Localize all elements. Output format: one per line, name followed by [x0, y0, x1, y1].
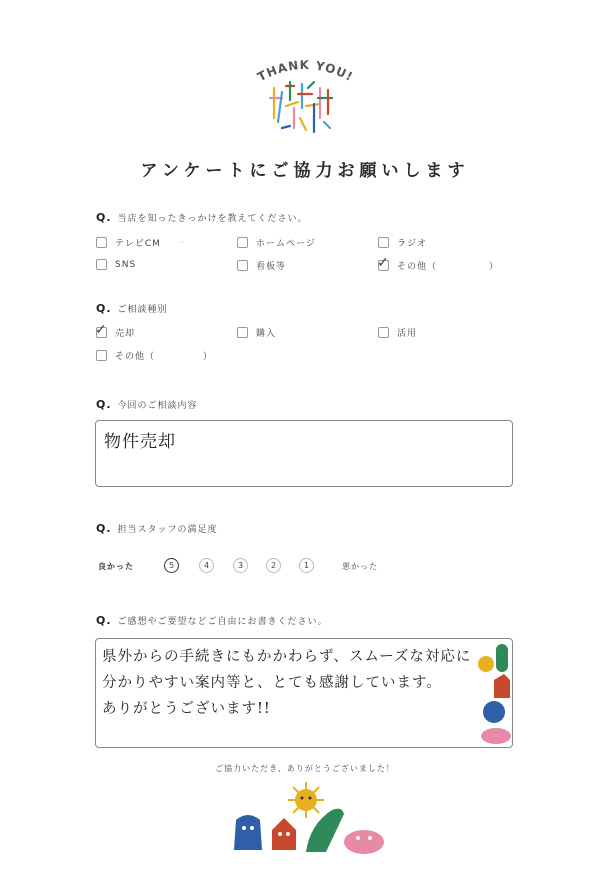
checkbox[interactable] — [237, 260, 248, 271]
rating-3[interactable]: 3 — [233, 558, 248, 573]
monster-characters-small-icon — [474, 640, 512, 746]
footer-thanks: ご協力いただき、ありがとうございました！ — [215, 764, 395, 773]
monster-characters-icon — [228, 780, 388, 858]
q2-question: Q. ご相談種別 — [96, 302, 168, 315]
q2-option-other[interactable]: その他（ ） — [96, 349, 213, 362]
checkbox[interactable] — [96, 237, 107, 248]
q5-line-2: 分かりやすい案内等と、とても感謝しています。 — [102, 675, 442, 691]
rating-4[interactable]: 4 — [199, 558, 214, 573]
q5-line-1: 県外からの手続きにもかかわらず、スムーズな対応に — [102, 649, 472, 665]
q4-good-label: 良かった — [98, 562, 134, 571]
checkbox[interactable] — [96, 350, 107, 361]
rating-5-selected[interactable]: 5 — [164, 558, 179, 573]
q1-option-other[interactable]: ✓ その他（ ） — [377, 255, 500, 272]
q2-option-utilize[interactable]: 活用 — [378, 326, 417, 339]
check-mark-icon: ✓ — [377, 255, 390, 271]
q1-option-tvcm[interactable]: テレビCM · — [96, 236, 185, 249]
checkbox[interactable] — [378, 327, 389, 338]
q1-question: Q. 当店を知ったきっかけを教えてください。 — [96, 211, 308, 224]
page-title: アンケートにご協力お願いします — [140, 161, 470, 181]
q1-option-radio[interactable]: ラジオ — [378, 236, 427, 249]
q1-option-sns[interactable]: SNS — [96, 259, 136, 270]
checkbox-checked[interactable] — [377, 255, 390, 271]
q5-question: Q. ご感想やご要望などご自由にお書きください。 — [96, 614, 328, 627]
q3-handwritten-answer: 物件売却 — [104, 432, 176, 452]
q1-option-homepage[interactable]: ホームページ — [237, 236, 316, 249]
q2-option-sell[interactable]: ✓ 売却 — [95, 322, 136, 339]
q3-question: Q. 今回のご相談内容 — [96, 398, 198, 411]
rating-2[interactable]: 2 — [266, 558, 281, 573]
checkbox[interactable] — [96, 259, 107, 270]
q3-answer-box[interactable] — [95, 420, 513, 487]
q2-option-buy[interactable]: 購入 — [237, 326, 276, 339]
q5-line-3: ありがとうございます!! — [102, 701, 271, 717]
colorful-logo-icon — [268, 78, 338, 138]
rating-1[interactable]: 1 — [299, 558, 314, 573]
checkbox[interactable] — [237, 327, 248, 338]
q1-option-signboard[interactable]: 看板等 — [237, 259, 286, 272]
svg-text:THANK YOU!: THANK YOU! — [255, 57, 356, 85]
q4-question: Q. 担当スタッフの満足度 — [96, 522, 218, 535]
checkbox[interactable] — [237, 237, 248, 248]
check-mark-icon: ✓ — [95, 322, 108, 338]
checkbox[interactable] — [378, 237, 389, 248]
q5-answer-box[interactable] — [95, 638, 513, 748]
q4-bad-label: 悪かった — [342, 562, 378, 571]
checkbox-checked[interactable] — [95, 322, 108, 338]
